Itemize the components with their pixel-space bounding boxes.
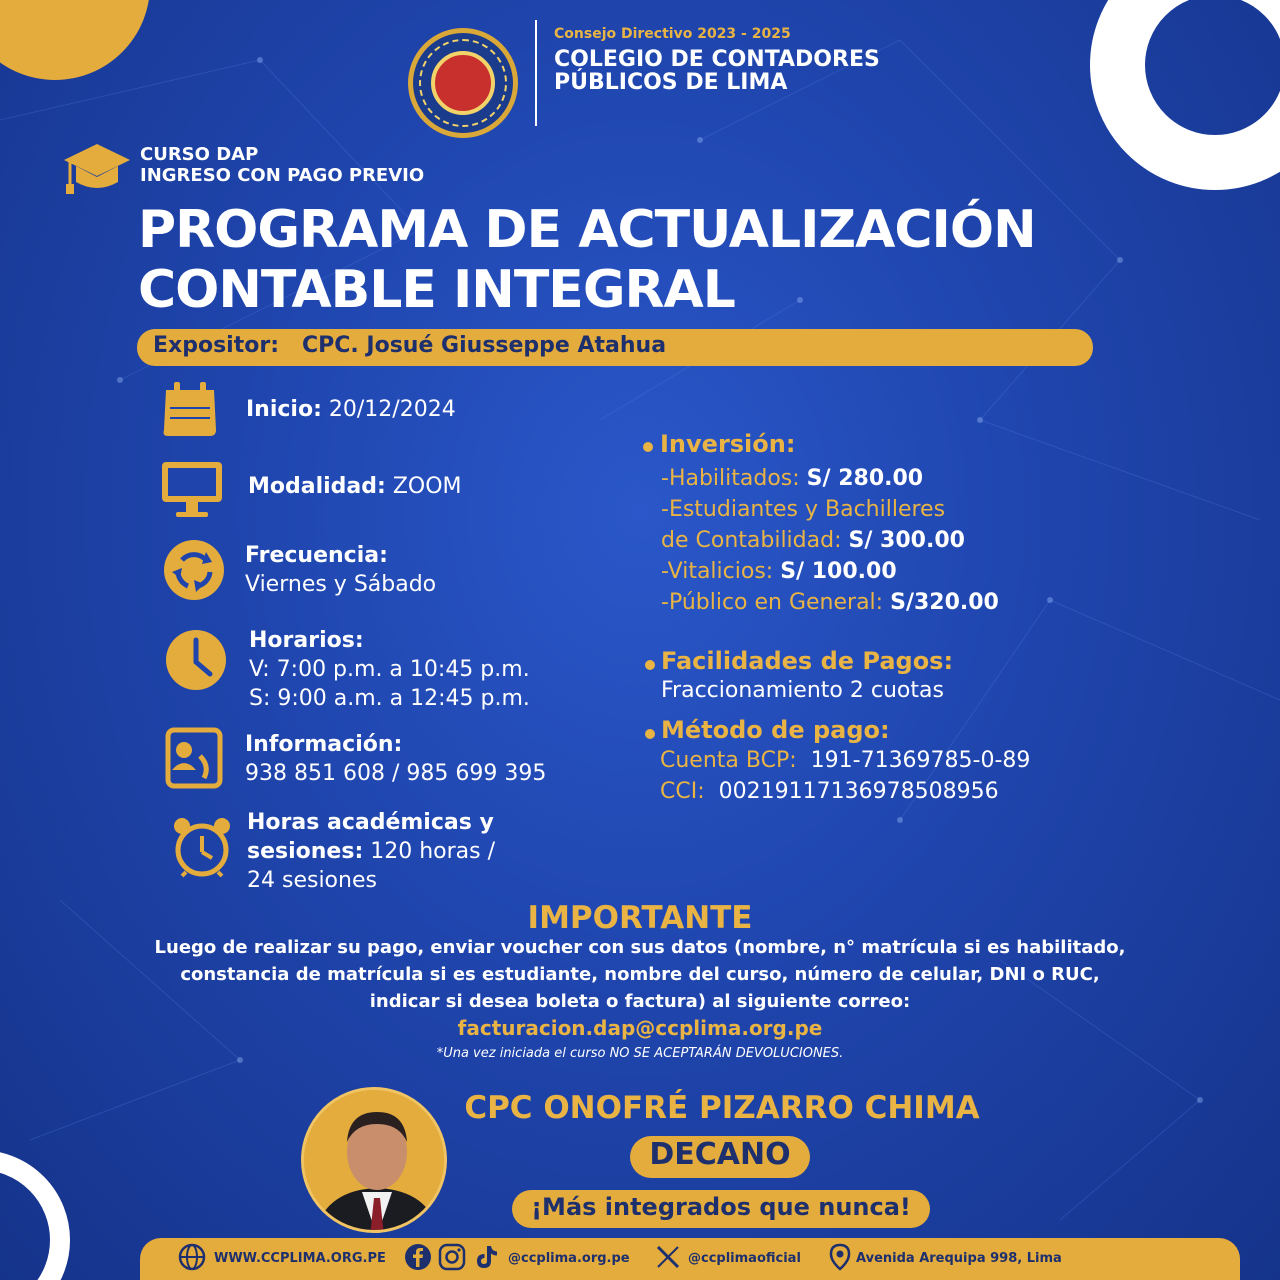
bullet-inversion — [643, 442, 653, 452]
publico-label: -Público en General: — [661, 590, 884, 615]
globe-icon — [178, 1243, 206, 1271]
course-tag-line1: CURSO DAP — [140, 144, 259, 165]
informacion-label: Información: — [245, 732, 403, 757]
ccpl-seal-logo — [408, 28, 518, 138]
calendar-icon — [158, 378, 222, 442]
metodo-list — [660, 745, 1220, 807]
cci-label: CCI: — [660, 779, 705, 804]
informacion — [245, 730, 546, 788]
horas-label-line2: sesiones: — [247, 839, 364, 864]
facebook-icon[interactable] — [404, 1243, 432, 1271]
facilidades-value: Fraccionamiento 2 cuotas — [661, 678, 944, 703]
frecuencia — [245, 541, 436, 599]
importante-body: Luego de realizar su pago, enviar voucher con sus datos (nombre, n° matrícula si es habilitado, constancia de matrícula si es estudiante, nombre del curso, número de celular, DNI o RUC, indicar si desea boleta o factura) al siguiente correo: — [154, 937, 1126, 1012]
metodo-title: Método de pago: — [661, 716, 890, 744]
bcp-label: Cuenta BCP: — [660, 748, 797, 773]
modalidad — [248, 472, 462, 501]
instagram-icon[interactable] — [438, 1243, 466, 1271]
horas-academicas — [247, 808, 547, 895]
phone-contact-icon — [162, 726, 226, 790]
monitor-icon — [160, 458, 224, 522]
footer-social-handle[interactable]: @ccplima.org.pe — [508, 1251, 630, 1266]
expositor — [153, 333, 666, 358]
estudiantes-price: S/ 300.00 — [848, 528, 965, 553]
x-icon[interactable] — [654, 1243, 682, 1271]
facturacion-email-link[interactable]: facturacion.dap@ccplima.org.pe — [457, 1016, 823, 1040]
horario-sabado: S: 9:00 a.m. a 12:45 p.m. — [249, 686, 530, 711]
course-tag — [140, 144, 424, 186]
importante-note: *Una vez iniciada el curso NO SE ACEPTARÁN DEVOLUCIONES. — [436, 1046, 844, 1061]
inversion-list — [661, 463, 1221, 618]
horas-value-line1: 120 horas / — [370, 839, 496, 864]
expositor-label: Expositor: — [153, 333, 279, 358]
footer-website-link[interactable]: WWW.CCPLIMA.ORG.PE — [214, 1251, 386, 1266]
location-pin-icon — [826, 1243, 854, 1271]
recycle-icon — [162, 538, 226, 602]
horarios — [249, 626, 530, 713]
decano-photo — [301, 1087, 447, 1233]
graduation-cap-icon — [62, 140, 132, 200]
decano-name: CPC ONOFRÉ PIZARRO CHIMA — [464, 1090, 980, 1126]
expositor-name: CPC. Josué Giusseppe Atahua — [301, 333, 667, 358]
clock-icon — [164, 628, 228, 692]
frecuencia-value: Viernes y Sábado — [245, 572, 437, 597]
informacion-value: 938 851 608 / 985 699 395 — [245, 761, 547, 786]
inicio — [246, 395, 456, 424]
header-divider — [535, 20, 537, 126]
modalidad-label: Modalidad: — [248, 474, 386, 499]
inversion-title: Inversión: — [660, 430, 796, 458]
bcp-value: 191-71369785-0-89 — [810, 748, 1031, 773]
horario-viernes: V: 7:00 p.m. a 10:45 p.m. — [249, 657, 530, 682]
footer-x-handle[interactable]: @ccplimaoficial — [688, 1251, 801, 1266]
course-title: PROGRAMA DE ACTUALIZACIÓN CONTABLE INTEGRAL — [138, 200, 1036, 320]
bullet-facilidades — [645, 660, 655, 670]
frecuencia-label: Frecuencia: — [245, 543, 388, 568]
course-tag-line2: INGRESO CON PAGO PREVIO — [140, 165, 425, 186]
colegio-name: COLEGIO DE CONTADORES PÚBLICOS DE LIMA — [554, 47, 880, 95]
footer-address: Avenida Arequipa 998, Lima — [856, 1251, 1062, 1266]
modalidad-value: ZOOM — [392, 474, 462, 499]
habilitados-price: S/ 280.00 — [806, 466, 924, 491]
inicio-label: Inicio: — [246, 397, 322, 422]
publico-price: S/320.00 — [890, 590, 999, 615]
cci-value: 00219117136978508956 — [718, 779, 999, 804]
horas-value-line2: 24 sesiones — [247, 868, 377, 893]
consejo-directivo: Consejo Directivo 2023 - 2025 — [554, 26, 791, 42]
slogan: ¡Más integrados que nunca! — [531, 1193, 911, 1221]
estudiantes-label-line2: de Contabilidad: — [661, 528, 842, 553]
facilidades-title: Facilidades de Pagos: — [661, 647, 954, 675]
importante-title: IMPORTANTE — [527, 900, 753, 936]
estudiantes-label-line1: -Estudiantes y Bachilleres — [661, 497, 946, 522]
habilitados-label: -Habilitados: — [661, 466, 800, 491]
vitalicios-price: S/ 100.00 — [780, 559, 897, 584]
inicio-value: 20/12/2024 — [328, 397, 456, 422]
horas-label-line1: Horas académicas y — [247, 810, 494, 835]
alarm-clock-icon — [170, 814, 234, 878]
decano-role: DECANO — [649, 1137, 791, 1172]
vitalicios-label: -Vitalicios: — [661, 559, 774, 584]
tiktok-icon[interactable] — [472, 1243, 500, 1271]
bullet-metodo — [645, 729, 655, 739]
horarios-label: Horarios: — [249, 628, 364, 653]
